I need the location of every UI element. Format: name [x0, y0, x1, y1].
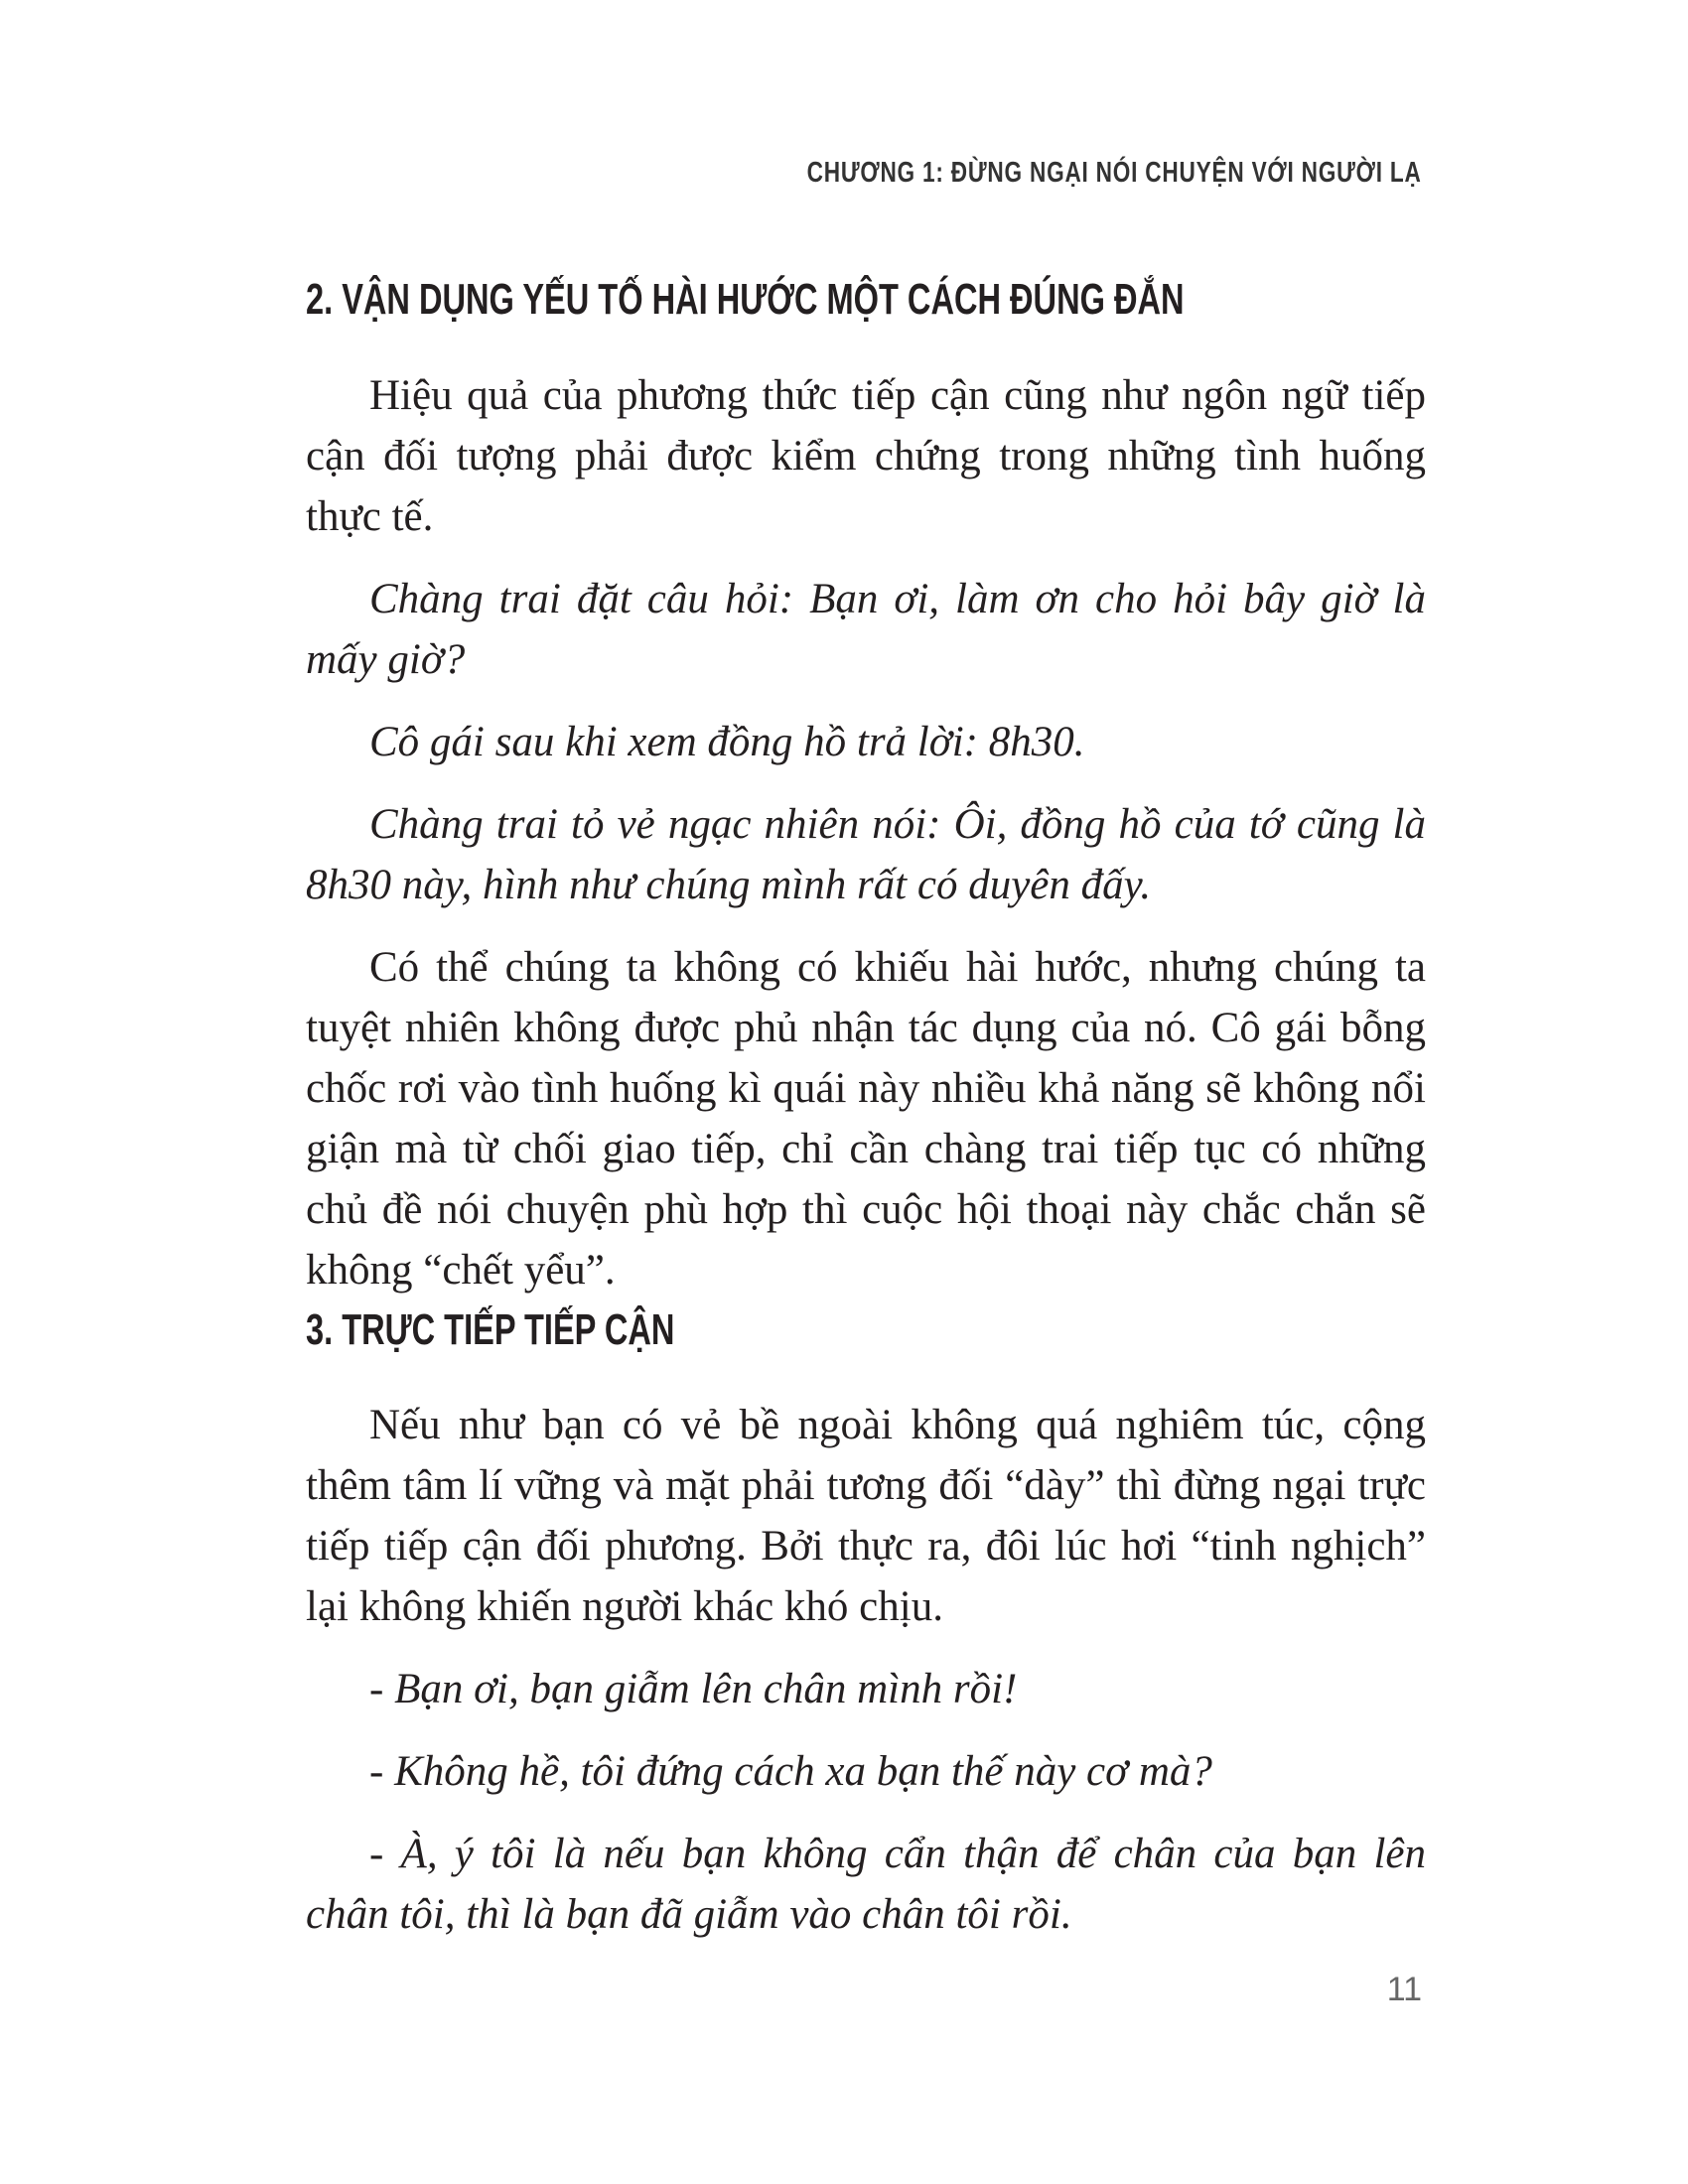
section-3-dialogue-1: - Bạn ơi, bạn giẫm lên chân mình rồi!	[369, 1666, 1018, 1712]
section-3-dialogue-2: - Không hề, tôi đứng cách xa bạn thế này cơ mà?	[369, 1748, 1212, 1795]
running-header: CHƯƠNG 1: ĐỪNG NGẠI NÓI CHUYỆN VỚI NGƯỜI LẠ	[806, 157, 1422, 189]
section-2-paragraph-1: Hiệu quả của phương thức tiếp cận cũng như ngôn ngữ tiếp cận đối tượng phải được kiểm chứng trong những tình huống thực tế.	[306, 372, 1426, 540]
section-3-body	[306, 1395, 1426, 1945]
section-3-paragraph-1: Nếu như bạn có vẻ bề ngoài không quá nghiêm túc, cộng thêm tâm lí vững và mặt phải tương đối “dày” thì đừng ngại trực tiếp tiếp cận đối phương. Bởi thực ra, đôi lúc hơi “tinh nghịch” lại không khiến người khác khó chịu.	[306, 1402, 1426, 1630]
section-2-body	[306, 365, 1426, 1300]
section-3-dialogue-3: - À, ý tôi là nếu bạn không cẩn thận để chân của bạn lên chân tôi, thì là bạn đã giẫm vào chân tôi rồi.	[306, 1831, 1426, 1938]
section-2-quote-3: Chàng trai tỏ vẻ ngạc nhiên nói: Ôi, đồng hồ của tớ cũng là 8h30 này, hình như chúng mình rất có duyên đấy.	[306, 801, 1426, 908]
section-2-quote-1: Chàng trai đặt câu hỏi: Bạn ơi, làm ơn cho hỏi bây giờ là mấy giờ?	[306, 576, 1426, 683]
page-number: 11	[1386, 1971, 1422, 2008]
section-2-heading: 2. VẬN DỤNG YẾU TỐ HÀI HƯỚC MỘT CÁCH ĐÚNG ĐẮN	[306, 275, 1185, 324]
section-2-quote-2: Cô gái sau khi xem đồng hồ trả lời: 8h30.	[369, 719, 1085, 765]
section-3-heading: 3. TRỰC TIẾP TIẾP CẬN	[306, 1305, 675, 1354]
section-2-paragraph-2: Có thể chúng ta không có khiếu hài hước, nhưng chúng ta tuyệt nhiên không được phủ nhận tác dụng của nó. Cô gái bỗng chốc rơi vào tình huống kì quái này nhiều khả năng sẽ không nổi giận mà từ chối giao tiếp, chỉ cần chàng trai tiếp tục có những chủ đề nói chuyện phù hợp thì cuộc hội thoại này chắc chắn sẽ không “chết yểu”.	[306, 944, 1426, 1294]
